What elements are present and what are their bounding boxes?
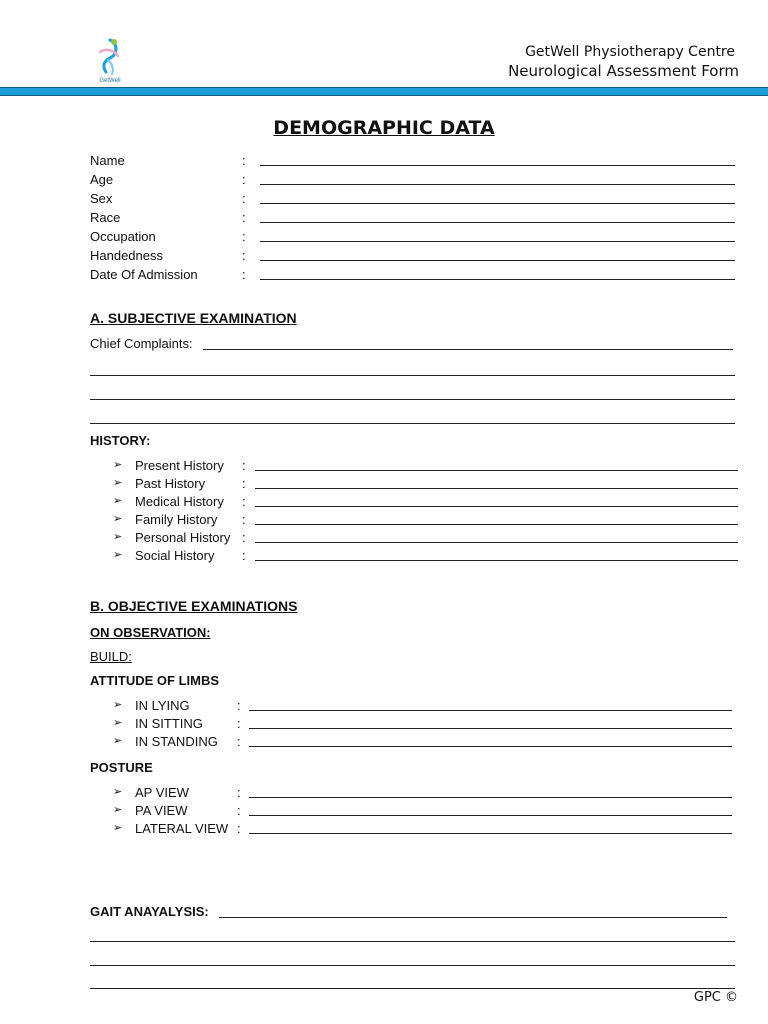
in-standing-label: IN STANDING bbox=[135, 734, 218, 749]
subjective-heading: A. SUBJECTIVE EXAMINATION bbox=[90, 310, 297, 326]
history-heading: HISTORY: bbox=[90, 433, 151, 448]
in-sitting-field[interactable] bbox=[249, 728, 732, 729]
posture-heading: POSTURE bbox=[90, 760, 153, 775]
personal-history-colon: : bbox=[242, 530, 246, 545]
chief-complaints-field-2[interactable] bbox=[90, 375, 735, 376]
occupation-field[interactable] bbox=[260, 241, 735, 242]
header-bar bbox=[0, 87, 768, 96]
name-field[interactable] bbox=[260, 165, 735, 166]
personal-history-bullet-icon: ➢ bbox=[113, 531, 123, 543]
family-history-bullet-icon: ➢ bbox=[113, 513, 123, 525]
occupation-label: Occupation bbox=[90, 229, 156, 244]
social-history-colon: : bbox=[242, 548, 246, 563]
in-sitting-label: IN SITTING bbox=[135, 716, 203, 731]
lateral-view-field[interactable] bbox=[249, 833, 732, 834]
in-standing-field[interactable] bbox=[249, 746, 732, 747]
date-of-admission-label: Date Of Admission bbox=[90, 267, 198, 282]
past-history-label: Past History bbox=[135, 476, 206, 491]
ap-view-field[interactable] bbox=[249, 797, 732, 798]
gait-field-3[interactable] bbox=[90, 965, 735, 966]
sex-colon: : bbox=[242, 191, 246, 206]
race-field[interactable] bbox=[260, 222, 735, 223]
medical-history-bullet-icon: ➢ bbox=[113, 495, 123, 507]
race-label: Race bbox=[90, 210, 121, 225]
in-lying-field[interactable] bbox=[249, 710, 732, 711]
handedness-field[interactable] bbox=[260, 260, 735, 261]
pa-view-label: PA VIEW bbox=[135, 803, 188, 818]
ap-view-colon: : bbox=[237, 785, 241, 800]
personal-history-field[interactable] bbox=[255, 542, 738, 543]
occupation-colon: : bbox=[242, 229, 246, 244]
age-label: Age bbox=[90, 172, 114, 187]
age-colon: : bbox=[242, 172, 246, 187]
in-lying-colon: : bbox=[237, 698, 241, 713]
social-history-bullet-icon: ➢ bbox=[113, 549, 123, 561]
name-label: Name bbox=[90, 153, 125, 168]
footer-copyright: GPC © bbox=[693, 990, 738, 1005]
handedness-label: Handedness bbox=[90, 248, 163, 263]
chief-complaints-field-3[interactable] bbox=[90, 399, 735, 400]
objective-heading: B. OBJECTIVE EXAMINATIONS bbox=[90, 598, 298, 614]
build-label: BUILD: bbox=[90, 649, 132, 664]
personal-history-label: Personal History bbox=[135, 530, 231, 545]
logo-text: GetWell bbox=[99, 78, 121, 84]
medical-history-field[interactable] bbox=[255, 506, 738, 507]
race-colon: : bbox=[242, 210, 246, 225]
chief-complaints-field[interactable] bbox=[203, 349, 733, 350]
present-history-colon: : bbox=[242, 458, 246, 473]
pa-view-bullet-icon: ➢ bbox=[113, 804, 123, 816]
date-of-admission-colon: : bbox=[242, 267, 246, 282]
medical-history-label: Medical History bbox=[135, 494, 224, 509]
getwell-logo bbox=[88, 36, 132, 84]
social-history-label: Social History bbox=[135, 548, 215, 563]
present-history-label: Present History bbox=[135, 458, 224, 473]
social-history-field[interactable] bbox=[255, 560, 738, 561]
present-history-field[interactable] bbox=[255, 470, 738, 471]
lateral-view-label: LATERAL VIEW bbox=[135, 821, 229, 836]
ap-view-bullet-icon: ➢ bbox=[113, 786, 123, 798]
sex-label: Sex bbox=[90, 191, 113, 206]
family-history-colon: : bbox=[242, 512, 246, 527]
age-field[interactable] bbox=[260, 184, 735, 185]
medical-history-colon: : bbox=[242, 494, 246, 509]
demographic-title: DEMOGRAPHIC DATA bbox=[273, 117, 495, 139]
family-history-field[interactable] bbox=[255, 524, 738, 525]
gait-label: GAIT ANAYALYSIS: bbox=[90, 904, 209, 919]
in-sitting-bullet-icon: ➢ bbox=[113, 717, 123, 729]
attitude-heading: ATTITUDE OF LIMBS bbox=[90, 673, 220, 688]
family-history-label: Family History bbox=[135, 512, 218, 527]
lateral-view-colon: : bbox=[237, 821, 241, 836]
gait-field-2[interactable] bbox=[90, 941, 735, 942]
centre-name: GetWell Physiotherapy Centre bbox=[525, 44, 735, 60]
in-lying-label: IN LYING bbox=[135, 698, 190, 713]
in-standing-colon: : bbox=[237, 734, 241, 749]
ap-view-label: AP VIEW bbox=[135, 785, 189, 800]
observation-heading: ON OBSERVATION: bbox=[90, 625, 211, 640]
chief-complaints-label: Chief Complaints: bbox=[90, 336, 193, 351]
handedness-colon: : bbox=[242, 248, 246, 263]
date-of-admission-field[interactable] bbox=[260, 279, 735, 280]
sex-field[interactable] bbox=[260, 203, 735, 204]
past-history-field[interactable] bbox=[255, 488, 738, 489]
form-name: Neurological Assessment Form bbox=[508, 62, 739, 80]
in-standing-bullet-icon: ➢ bbox=[113, 735, 123, 747]
pa-view-field[interactable] bbox=[249, 815, 732, 816]
in-lying-bullet-icon: ➢ bbox=[113, 699, 123, 711]
lateral-view-bullet-icon: ➢ bbox=[113, 822, 123, 834]
gait-field[interactable] bbox=[219, 917, 727, 918]
past-history-bullet-icon: ➢ bbox=[113, 477, 123, 489]
name-colon: : bbox=[242, 153, 246, 168]
gait-field-4[interactable] bbox=[90, 988, 735, 989]
in-sitting-colon: : bbox=[237, 716, 241, 731]
pa-view-colon: : bbox=[237, 803, 241, 818]
past-history-colon: : bbox=[242, 476, 246, 491]
present-history-bullet-icon: ➢ bbox=[113, 459, 123, 471]
chief-complaints-field-4[interactable] bbox=[90, 423, 735, 424]
